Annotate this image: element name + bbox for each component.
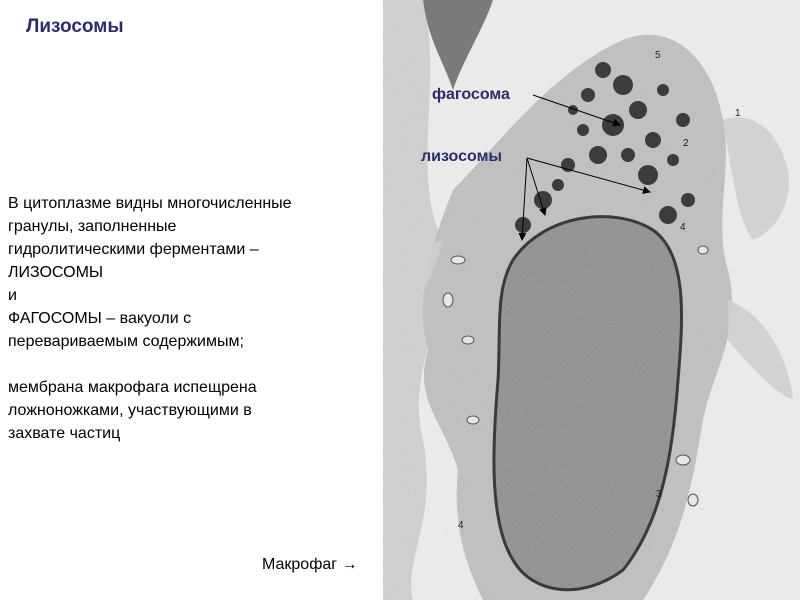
- slide-title: Лизосомы: [26, 16, 124, 37]
- paragraph-gap: [8, 353, 368, 376]
- lysosomes-label: лизосомы: [421, 148, 503, 165]
- text-line: ложноножками, участвующими в: [8, 402, 252, 419]
- marker-number: 3: [656, 489, 662, 500]
- description-text: [8, 192, 368, 445]
- marker-number: 2: [683, 138, 689, 149]
- macrophage-caption: Макрофаг →: [262, 556, 358, 573]
- marker-number: 4: [680, 222, 686, 233]
- text-line: и: [8, 287, 17, 304]
- text-line: гидролитическими ферментами –: [8, 241, 259, 258]
- marker-number: 5: [655, 50, 661, 61]
- marker-number: 4: [458, 520, 464, 531]
- text-line: перевариваемым содержимым;: [8, 333, 244, 350]
- text-line: ФАГОСОМЫ – вакуоли с: [8, 310, 192, 327]
- text-line: мембрана макрофага испещрена: [8, 379, 257, 396]
- text-line: ЛИЗОСОМЫ: [8, 264, 104, 281]
- marker-number: 1: [735, 108, 741, 119]
- phagosome-label: фагосома: [432, 86, 510, 103]
- text-line: захвате частиц: [8, 425, 121, 442]
- text-line: В цитоплазме видны многочисленные: [8, 195, 292, 212]
- text-line: гранулы, заполненные: [8, 218, 177, 235]
